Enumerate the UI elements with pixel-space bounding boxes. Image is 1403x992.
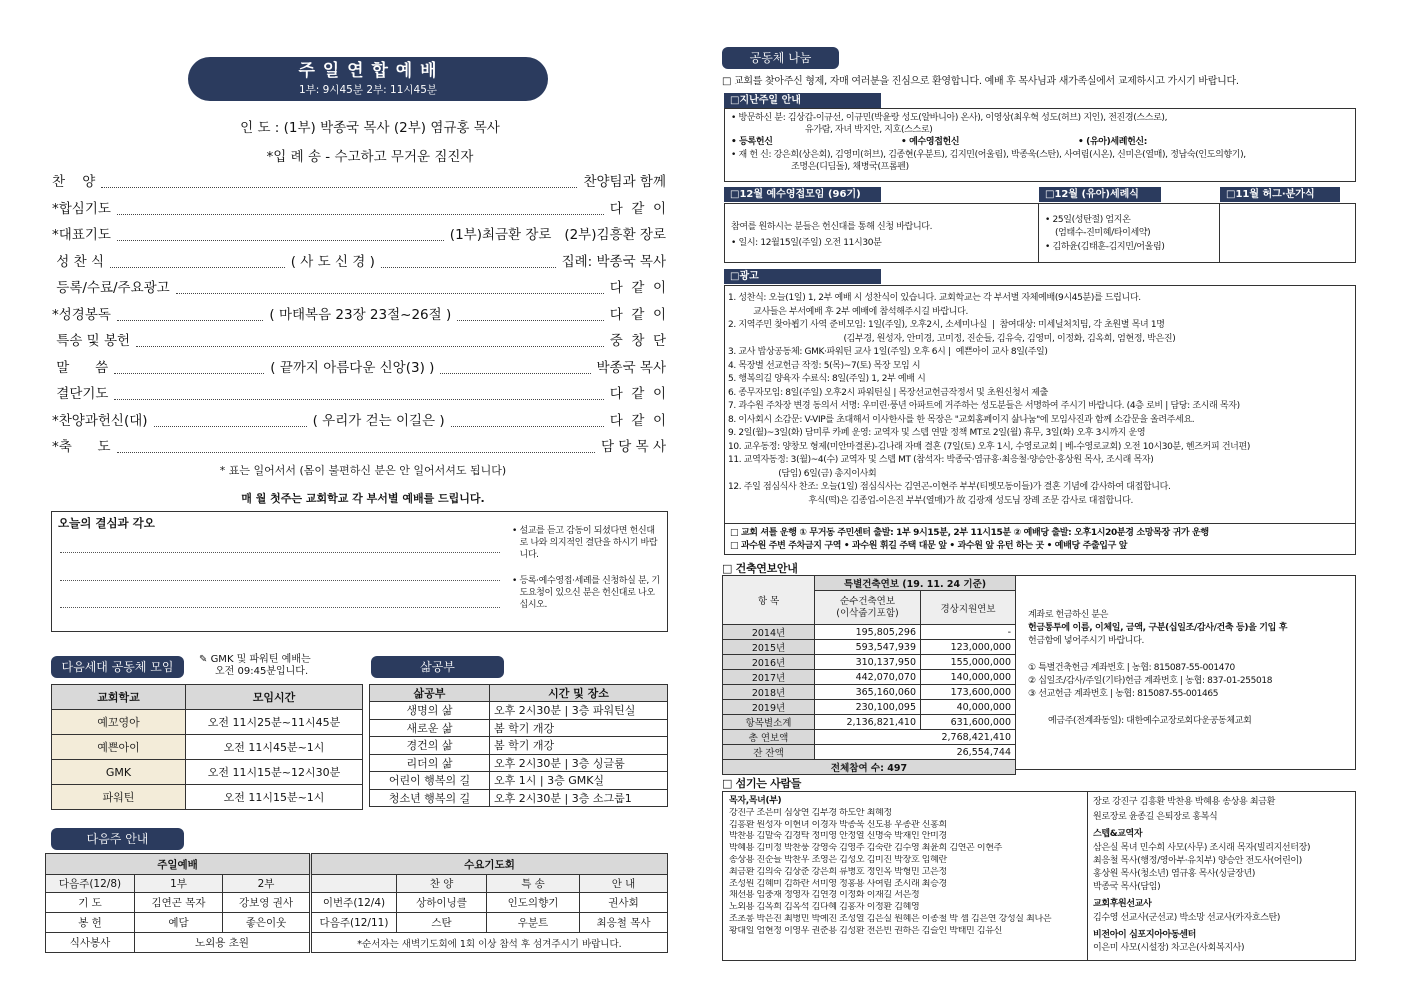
- table-row: [723, 715, 1016, 730]
- servant-line: 김흥환 원성자 이현녀 이경자 박종욱 신도용 우종관 신홍희: [729, 819, 947, 830]
- leader-dots: [117, 203, 604, 215]
- order-person: (1부)최금환 장로 (2부)김흥환 장로: [449, 227, 666, 243]
- servant-line: 송상용 진순들 박찬우 조영은 김성오 김미진 박장호 임혜란: [729, 854, 947, 865]
- leader-dots: [457, 309, 603, 321]
- leader-dots: [381, 256, 556, 268]
- order-label: *축 도: [52, 439, 111, 455]
- table-row: [723, 655, 1016, 670]
- amount-cell: 155,000,000: [921, 655, 1016, 670]
- nextweek-table: 주일예배 수요기도회 다음주(12/8) 1부 2부 찬 양 특 송 안 내 기 도 김연곤 목자 강보영 권사 이번주(12/4) 상하이닝클 인도의향기 권사회 봉 헌 예담 좋은이웃 다음주(12/11) 스탄 우분트 최응철 목사 식사봉사 노외용 초원 *순서자는 새벽기도회에 1회 이상 참석 후 섬겨주시기 바랍니다.: [45, 853, 668, 953]
- monthly-note: 매 월 첫주는 교회학교 각 부서별 예배를 드립니다.: [241, 492, 485, 505]
- order-label: 말 씀: [52, 359, 109, 376]
- leader-dots: [117, 309, 263, 321]
- table-row: [370, 789, 668, 807]
- resolve-box: [51, 511, 668, 632]
- amount-cell: 2,136,821,410: [815, 715, 921, 730]
- worship-title-banner: [188, 57, 548, 101]
- ad-line: 교사들은 부서예배 후 2부 예배에 참석해주시길 바랍니다.: [728, 306, 968, 317]
- order-person: 다 같 이: [609, 386, 666, 402]
- leader-dots: [110, 256, 285, 268]
- lastweek-box: [724, 108, 1356, 182]
- table-row: [723, 625, 1016, 640]
- order-label: 특송 및 봉헌: [52, 333, 131, 349]
- ad-line: 9. 2일(월)~3일(화) 담미루 카페 운영: 교역자 및 스텝 연말 정책 MT로 2일(월) 휴무, 3일(화) 오후 3시까지 운영: [728, 428, 1146, 438]
- order-label: 성 찬 식: [52, 253, 104, 270]
- ad-line: 5. 행복의길 양육자 수료식: 8일(주일) 1, 2부 예배 시: [728, 374, 926, 384]
- nextgen-note: ✎ GMK 및 파워틴 예배는 오전 09:45분입니다.: [199, 654, 311, 677]
- servant-line: 노외용 김옥희 김옥석 김다혜 김홍자 이정환 김혜영: [729, 902, 920, 913]
- resolve-bullet: • 설교를 듣고 감동이 되셨다면 헌신대로 나와 의지적인 결단을 하시기 바랍니다.: [512, 526, 658, 561]
- order-detail: ( 마태복음 23장 23절~26절 ): [269, 306, 452, 323]
- year-cell: 항목별소계: [723, 715, 815, 730]
- school-name: 파워틴: [52, 785, 186, 810]
- leader-dots: [117, 229, 444, 241]
- order-label: *대표기도: [52, 227, 111, 243]
- worship-call: *입 례 송 - 수고하고 무거운 짐진자: [266, 149, 474, 165]
- nextweek-tag: 다음주 안내: [51, 828, 184, 850]
- servant-line: 황대일 엄현정 이영우 권준용 김성환 전은빈 권하은 김슬인 박태민 김유신: [729, 925, 1002, 936]
- resolve-title: 오늘의 결심과 각오: [58, 516, 155, 530]
- order-row: [52, 383, 666, 405]
- resolve-line: [60, 552, 500, 553]
- leader-dots: [176, 282, 604, 294]
- ad-line: 6. 종무자모임: 8일(주일) 오후2시 파워틴실 | 목장선교헌금작정서 및 초원신청서 제출: [728, 387, 1048, 398]
- community-tag: 공동체 나눔: [722, 47, 839, 69]
- table-row: [723, 700, 1016, 715]
- resolve-line: [60, 607, 500, 608]
- leader-dots: [451, 415, 604, 427]
- nextgen-table: 교회학교 모임시간 예꼬영아 오전 11시25분~11시45분 예쁜아이 오전 11시45분~1시 GMK 오전 11시15분~12시30분 파워틴 오전 11시15분~1시: [51, 684, 363, 810]
- ad-line: 7. 과수원 주차장 변경 동의서 서명: 우미린·풍년 아파트에 거주하는 성도분들은 서명하여 주시기 바랍니다. (4층 로비 | 담당: 조시래 목자): [728, 401, 1240, 411]
- amount-cell: 40,000,000: [921, 700, 1016, 715]
- table-row: [52, 760, 363, 785]
- resolve-bullet: • 등록·예수영접·세례를 신청하실 분, 기도요청이 있으신 분은 헌신대로 나오십시오.: [512, 576, 660, 611]
- order-row: [52, 410, 666, 432]
- order-label: *합심기도: [52, 200, 111, 217]
- year-cell: 2016년: [723, 655, 815, 670]
- amount-cell: 195,805,296: [815, 625, 921, 640]
- study-time: 봄 학기 개강: [490, 719, 668, 737]
- baptism-1: • 25일(성탄절) 엄지온: [1045, 215, 1131, 225]
- events-box: [724, 203, 1356, 263]
- ad-line: 후식(떡)은 김종업-이은진 부부(열매)가 故 김광재 성도님 장례 조문 감사로 대접합니다.: [728, 495, 1134, 506]
- order-person: 담 당 목 사: [600, 439, 666, 455]
- order-person: 박종국 목사: [596, 359, 667, 376]
- order-detail: ( 우리가 걷는 이길은 ): [312, 412, 445, 429]
- table-row: [370, 702, 668, 720]
- amount-cell: 140,000,000: [921, 670, 1016, 685]
- order-row: [52, 251, 666, 273]
- servant-line: 조성원 김혜미 김하란 서미영 정홍용 사여림 조시래 최승경: [729, 878, 947, 889]
- leader-dots: [136, 335, 604, 347]
- table-row: [52, 785, 363, 810]
- ad-line: 4. 목장별 선교헌금 작정: 5(목)~7(토) 목장 모임 시: [728, 360, 921, 371]
- lastweek-visitors: • 방문하신 분: 김상갑-이규선, 이규민(박윤랑 성도(알바니아) 온사), 이영상(최우혁 성도(허브) 지인), 전진경(스스로),: [731, 113, 1168, 123]
- welcome-text: □ 교회를 찾아주신 형제, 자매 여러분을 진심으로 환영합니다. 예배 후 목사님과 새가족실에서 교제하시고 가시기 바랍니다.: [722, 72, 1362, 87]
- building-table: 항 목 특별건축연보 (19. 11. 24 기준) 순수건축연보 (이삭줍기포함) 경상지원연보 2014년 195,805,296 - 2015년 593,547,939 123,000,000 2016년 310,137,950 155,000,000 2017년 442,070,070 140,000,000 2018년 365,160,060 173,600,000 2019년 230,100,095 40,000,000 항목별소계 2,136,821,410 631,600,000 총 연보액 2,768,421,410 잔 잔액 26,554,744 전체참여 수: 497: [722, 575, 1016, 775]
- jesus-text: 참여를 원하시는 분들은 헌신대를 통해 신청 바랍니다.: [731, 222, 933, 232]
- amount-cell: 123,000,000: [921, 640, 1016, 655]
- nov-header: □ 11월 허그·분가식: [1220, 187, 1340, 202]
- amount-cell: -: [921, 625, 1016, 640]
- order-person: 집례: 박종국 목사: [561, 253, 667, 270]
- meeting-time: 오전 11시25분~11시45분: [186, 710, 363, 735]
- amount-cell: 593,547,939: [815, 640, 921, 655]
- table-row: [370, 772, 668, 790]
- order-label: 결단기도: [52, 386, 109, 402]
- meeting-time: 오전 11시15분~12시30분: [186, 760, 363, 785]
- study-tag: 삶공부: [371, 656, 504, 678]
- order-row: [52, 357, 666, 379]
- servant-line: 채선용 임충재 정영자 김연경 이정화 이재길 서은정: [729, 890, 920, 901]
- order-person: 다 같 이: [609, 306, 666, 323]
- study-time: 오후 2시30분 | 3층 파워틴실: [490, 702, 668, 720]
- order-row: [52, 330, 666, 352]
- standing-note: * 표는 일어서서 (몸이 불편하신 분은 안 일어서셔도 됩니다): [219, 464, 507, 477]
- lastweek-registrations: • 등록헌신 • 예수영접헌신 • (유아)세례헌신:: [731, 137, 1148, 148]
- study-time: 오후 1시 | 3층 GMK실: [490, 772, 668, 790]
- lastweek-visitors-2: 유가람, 자녀 박지안, 지호(스스로): [805, 125, 933, 136]
- jesus-date: • 일시: 12월15일(주일) 오전 11시30분: [731, 238, 882, 248]
- order-person: 찬양팀과 함께: [583, 174, 666, 190]
- amount-cell: 631,600,000: [921, 715, 1016, 730]
- baptism-2: (엄태수-진미혜/타이세약): [1055, 228, 1151, 238]
- ads-header: □ 광고: [724, 269, 881, 284]
- servants-right: 장로 강진구 김흥환 박찬용 박혜용 송상용 최금환 원로장로 윤종길 은퇴장로 홍복식 스텝&교역자 삼은실 목녀 민수희 사모(사무) 조시래 목자(빌리지선터장) 최응철 목사(행정/영아부·유치부) 양승안 전도사(어린이) 홍상원 목사(청소년) 염규홍 목사(싱글장년) 박종국 목사(담임) 교회후원선교사 김수영 선교사(군선교) 박소망 선교사(카자흐스탄) 비전아이 심포지아아동센터 이은미 사모(시설장) 차고은(사회복지사): [1093, 797, 1311, 954]
- order-label: *성경봉독: [52, 306, 111, 323]
- amount-cell: 365,160,060: [815, 685, 921, 700]
- servant-line: 조초롱 박은진 최병민 박예진 조성열 김은실 원혜은 이종철 박 셈 김은연 강성실 최나은: [729, 913, 1052, 924]
- order-person: 중 창 단: [609, 333, 666, 349]
- order-person: 다 같 이: [609, 280, 666, 296]
- study-name: 새로운 삶: [370, 719, 490, 737]
- worship-title: 주 일 연 합 예 배: [298, 61, 438, 81]
- nextgen-tag: 다음세대 공동체 모임: [51, 656, 184, 678]
- leader-dots: [154, 415, 307, 427]
- baptism-header: □ 12월 (유아)세례식: [1039, 187, 1161, 202]
- jesus-header: □ 12월 예수영접모임 (96기): [724, 187, 881, 202]
- pencil-icon: ✎: [199, 654, 211, 665]
- order-label: 찬 양: [52, 174, 96, 190]
- amount-cell: 310,137,950: [815, 655, 921, 670]
- servant-line: 강진구 조은미 심상연 김부경 하도안 최혜정: [729, 807, 892, 818]
- table-row: [52, 710, 363, 735]
- table-row: [370, 754, 668, 772]
- order-row: [52, 224, 666, 246]
- ads-box: [724, 285, 1356, 555]
- baptism-3: • 김하윤(김태훈-김지민/어울림): [1045, 242, 1165, 252]
- servant-line: 박혜용 김미정 박찬풍 강영숙 김영주 김숙란 김수영 최윤희 김연곤 이현주: [729, 843, 1002, 854]
- building-info: 계좌로 헌금하신 분은 헌금통투에 이름, 이체일, 금액, 구분(십일조/감사/건축 등)을 기입 후 헌금함에 넣어주시기 바랍니다. ① 특별건축헌금 계좌번호 | 농협: 815087-55-001470 ② 십일조/감사/주일(기타)헌금 계좌번호 | 농협: 837-01-255018 ③ 선교헌금 계좌번호 | 농협: 815087-55-001465 예금주(전계좌동일): 대한예수교장로회다운공동체교회: [1028, 610, 1288, 726]
- worship-leader: 인 도 : (1부) 박종국 목사 (2부) 염규홍 목사: [240, 120, 500, 136]
- table-row: [370, 719, 668, 737]
- study-time: 봄 학기 개강: [490, 737, 668, 755]
- leader-dots: [117, 441, 595, 453]
- servant-line: 박찬용 김말숙 김경탁 정미영 안정열 신명숙 박재인 안미경: [729, 831, 947, 842]
- study-table: 삶공부 시간 및 장소 생명의 삶 오후 2시30분 | 3층 파워틴실 새로운 삶 봄 학기 개강 경건의 삶 봄 학기 개강 리더의 삶 오후 2시30분 | 3층 싱글룸 어린이 행복의 길 오후 1시 | 3층 GMK실 청소년 행복의 길 오후 2시30분 | 3층 소그룹1: [369, 684, 668, 807]
- ad-line: 3. 교사 밥상공동체: GMK·파워틴 교사 1일(주일) 오후 6시 | 예쁜아이 교사 8일(주일): [728, 347, 1048, 357]
- order-row: [52, 277, 666, 299]
- school-name: 예꼬영아: [52, 710, 186, 735]
- servants-title: □ 섬기는 사람들: [722, 775, 801, 791]
- meeting-time: 오전 11시15분~1시: [186, 785, 363, 810]
- study-time: 오후 2시30분 | 3층 싱글룸: [490, 754, 668, 772]
- order-row: [52, 171, 666, 193]
- ad-line: 1. 성찬식: 오늘(1일) 1, 2부 예배 시 성찬식이 있습니다. 교회학교는 각 부서별 자체예배(9시45분)를 드립니다.: [728, 293, 1141, 303]
- ad-line: 12. 주일 점심식사 찬조: 오늘(1일) 점심식사는 김연곤-이현주 부부(티벳모동이들)가 결혼 기념에 감사하여 대접합니다.: [728, 482, 1171, 492]
- servant-line: 최금환 김의숙 김상준 강은희 류병호 정인옥 박형민 고은정: [729, 866, 947, 877]
- study-name: 리더의 삶: [370, 754, 490, 772]
- year-cell: 2015년: [723, 640, 815, 655]
- school-name: GMK: [52, 760, 186, 785]
- order-person: 다 같 이: [609, 200, 666, 217]
- worship-times: 1부: 9시45분 2부: 11시45분: [298, 84, 438, 96]
- amount-cell: 230,100,095: [815, 700, 921, 715]
- meeting-time: 오전 11시45분~1시: [186, 735, 363, 760]
- table-row: [723, 670, 1016, 685]
- table-row: [370, 737, 668, 755]
- year-cell: 2017년: [723, 670, 815, 685]
- study-name: 어린이 행복의 길: [370, 772, 490, 790]
- ad-line: 10. 교우동정: 양창모 형제(미안마결론)-김나래 자매 결혼 (7일(토) 오후 1시, 수영로교회 | 베-수영로교회) 오전 10시30분, 헨즈커피 건너편): [728, 441, 1251, 452]
- parking-info: □ 과수원 주변 주차금지 구역 • 과수원 휘길 주택 대문 앞 • 과수원 앞 유턴 하는 곳 • 예배당 주출입구 앞: [730, 540, 1127, 552]
- order-row: [52, 198, 666, 220]
- order-detail: ( 끝까지 아름다운 신앙(3) ): [270, 359, 435, 376]
- study-time: 오후 2시30분 | 3층 소그룹1: [490, 789, 668, 807]
- leader-dots: [114, 388, 603, 400]
- ad-line: 11. 교역자동정: 3(월)~4(수) 교역자 및 스텝 MT (참석자: 박종국·염규홍·최응철·양승안·홍상원 목사, 조시래 목자): [728, 455, 1154, 465]
- ad-line: 2. 지역주민 찾아뵙기 사역 준비모임: 1일(주일), 오후2시, 소세미나실 | 참여대상: 미세닐처치팀, 각 초원별 목녀 1명: [728, 320, 1165, 330]
- year-cell: 2019년: [723, 700, 815, 715]
- leader-dots: [101, 176, 577, 188]
- amount-cell: 173,600,000: [921, 685, 1016, 700]
- leader-dots: [114, 362, 264, 374]
- order-row: [52, 436, 666, 458]
- lastweek-recommit: • 재 헌 신: 강은희(상은회), 김영미(허브), 김종현(우분트), 김지민(어울림), 박종욱(스탄), 사여림(시온), 신미은(열매), 정남숙(인도의향기),: [731, 149, 1246, 160]
- table-row: [723, 685, 1016, 700]
- study-name: 생명의 삶: [370, 702, 490, 720]
- building-title: □ 건축연보안내: [722, 560, 798, 576]
- shuttle-info: □ 교회 셔틀 운행 ① 무거동 주민센터 출발: 1부 9시15분, 2부 11시15분 ② 예배당 출발: 오후1시20분경 소망목장 귀가 운행: [730, 527, 1209, 539]
- study-name: 경건의 삶: [370, 737, 490, 755]
- school-name: 예쁜아이: [52, 735, 186, 760]
- ad-line: (담임) 6일(금) 총지이사회: [728, 468, 877, 479]
- order-label: 등록/수료/주요광고: [52, 280, 170, 296]
- resolve-line: [60, 580, 500, 581]
- order-detail: ( 사 도 신 경 ): [290, 253, 375, 270]
- order-person: 다 같 이: [609, 412, 667, 429]
- ad-line: (김부경, 원성자, 안미경, 고미정, 진순들, 김유숙, 김영미, 이정화, 김옥희, 엄현정, 박은진): [728, 333, 1176, 344]
- servants-left: 목자,목녀(부) 강진구 조은미 심상연 김부경 하도안 최혜정 김흥환 원성자 이현녀 이경자 박종욱 신도용 우종관 신홍희 박찬용 김말숙 김경탁 정미영 안정열 신명숙 박재인 안미경 박혜용 김미정 박찬풍 강영숙 김영주 김숙란 김수영 최윤희 김연곤 이현주 송상용 진순들 박찬우 조영은 김성오 김미진 박장호 임혜란 최금환 김의숙 김상준 강은희 류병호 정인옥 박형민 고은정 조성원 김혜미 김하란 서미영 정홍용 사여림 조시래 최승경 채선용 임충재 정영자 김연경 이정화 이재길 서은정 노외용 김옥희 김옥석 김다혜 김홍자 이정환 김혜영 조초롱 박은진 최병민 박예진 조성열 김은실 원혜은 이종철 박 셈 김은연 강성실 최나은 황대일 엄현정 이영우 권준용 김성환 전은빈 권하은 김슬인 박태민 김유신: [729, 796, 1085, 938]
- table-row: [52, 735, 363, 760]
- lastweek-header: □ 지난주일 안내: [724, 93, 881, 108]
- amount-cell: 442,070,070: [815, 670, 921, 685]
- lastweek-recommit-2: 조명은(디딤돌), 채병국(프롬펜): [791, 161, 909, 172]
- leader-dots: [440, 362, 590, 374]
- table-row: [723, 640, 1016, 655]
- order-row: [52, 304, 666, 326]
- study-name: 청소년 행복의 길: [370, 789, 490, 807]
- ad-line: 8. 이사회시 소감문: V-VIP를 초대해서 이사한사를 한 목장은 "교회홈페이지 삶나눔"에 모임사진과 함께 소감문을 올려주세요.: [728, 414, 1195, 425]
- year-cell: 2018년: [723, 685, 815, 700]
- year-cell: 2014년: [723, 625, 815, 640]
- order-label: *찬양과헌신(대): [52, 412, 148, 429]
